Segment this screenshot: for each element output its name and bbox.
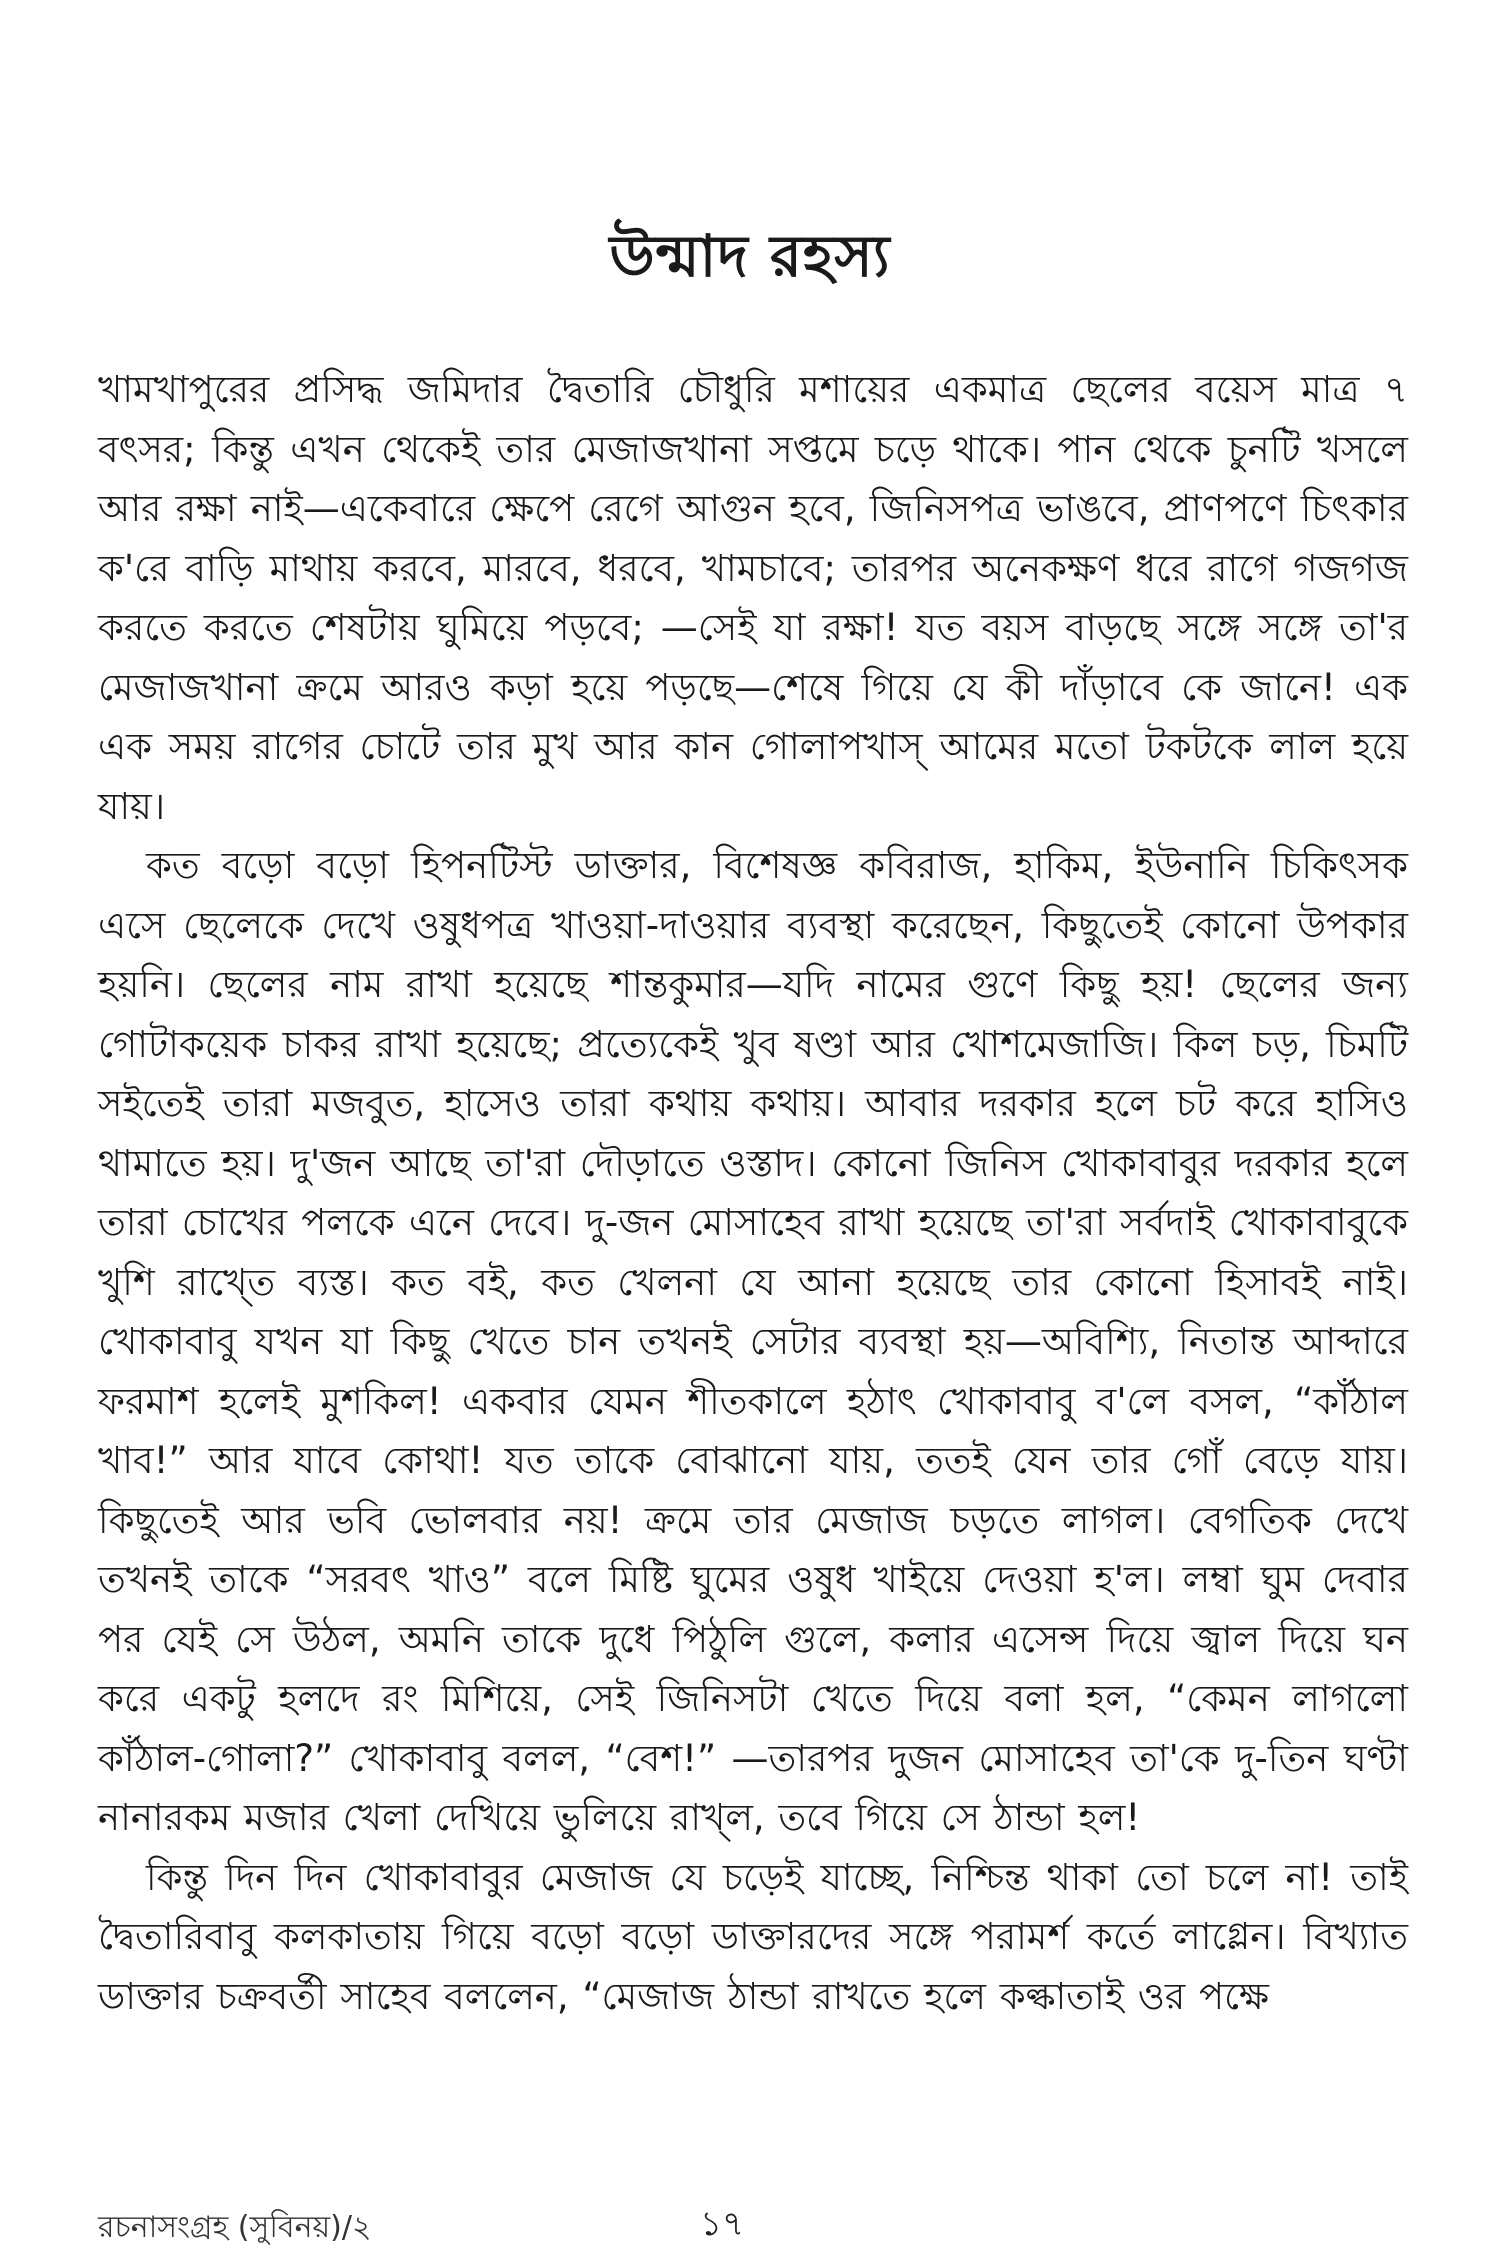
footer-book-title: রচনাসংগ্রহ (সুবিনয়)/২ <box>98 2210 372 2245</box>
body-text <box>98 360 1408 2026</box>
chapter-title: উন্মাদ রহস্য <box>609 222 891 290</box>
paragraph-3: কিন্তু দিন দিন খোকাবাবুর মেজাজ যে চড়েই যাচ্ছে, নিশ্চিন্ত থাকা তো চলে না! তাই দ্বৈতারিবাবু কলকাতায় গিয়ে বড়ো বড়ো ডাক্তারদের সঙ্গে পরামর্শ কর্তে লাগ্লেন। বিখ্যাত ডাক্তার চক্রবর্তী সাহেব বললেন, “মেজাজ ঠান্ডা রাখতে হলে কল্কাতাই ওর পক্ষে <box>98 1855 1408 2018</box>
paragraph-2: কত বড়ো বড়ো হিপনটিস্ট ডাক্তার, বিশেষজ্ঞ কবিরাজ, হাকিম, ইউনানি চিকিৎসক এসে ছেলেকে দেখে ওষুধপত্র খাওয়া-দাওয়ার ব্যবস্থা করেছেন, কিছুতেই কোনো উপকার হয়নি। ছেলের নাম রাখা হয়েছে শান্তকুমার—যদি নামের গুণে কিছু হয়! ছেলের জন্য গোটাকয়েক চাকর রাখা হয়েছে; প্রত্যেকেই খুব ষণ্ডা আর খোশমেজাজি। কিল চড়, চিমটি সইতেই তারা মজবুত, হাসেও তারা কথায় কথায়। আবার দরকার হলে চট করে হাসিও থামাতে হয়। দু'জন আছে তা'রা দৌড়াতে ওস্তাদ। কোনো জিনিস খোকাবাবুর দরকার হলে তারা চোখের পলকে এনে দেবে। দু-জন মোসাহেব রাখা হয়েছে তা'রা সর্বদাই খোকাবাবুকে খুশি রাখ্তে ব্যস্ত। কত বই, কত খেলনা যে আনা হয়েছে তার কোনো হিসাবই নাই। খোকাবাবু যখন যা কিছু খেতে চান তখনই সেটার ব্যবস্থা হয়—অবিশ্যি, নিতান্ত আব্দারে ফরমাশ হলেই মুশকিল! একবার যেমন শীতকালে হঠাৎ খোকাবাবু ব'লে বসল, “কাঁঠাল খাব!” আর যাবে কোথা! যত তাকে বোঝানো যায়, ততই যেন তার গোঁ বেড়ে যায়। কিছুতেই আর ভবি ভোলবার নয়! ক্রমে তার মেজাজ চড়তে লাগল। বেগতিক দেখে তখনই তাকে “সরবৎ খাও” বলে মিষ্টি ঘুমের ওষুধ খাইয়ে দেওয়া হ'ল। লম্বা ঘুম দেবার পর যেই সে উঠল, অমনি তাকে দুধে পিঠুলি গুলে, কলার এসেন্স দিয়ে জ্বাল দিয়ে ঘন করে একটু হলদে রং মিশিয়ে, সেই জিনিসটা খেতে দিয়ে বলা হল, “কেমন লাগলো কাঁঠাল-গোলা?” খোকাবাবু বলল, “বেশ!” —তারপর দুজন মোসাহেব তা'কে দু-তিন ঘণ্টা নানারকম মজার খেলা দেখিয়ে ভুলিয়ে রাখ্ল, তবে গিয়ে সে ঠান্ডা হল! <box>98 844 1408 1839</box>
paragraph-1: খামখাপুরের প্রসিদ্ধ জমিদার দ্বৈতারি চৌধুরি মশায়ের একমাত্র ছেলের বয়েস মাত্র ৭ বৎসর; কিন্তু এখন থেকেই তার মেজাজখানা সপ্তমে চড়ে থাকে। পান থেকে চুনটি খসলে আর রক্ষা নাই—একেবারে ক্ষেপে রেগে আগুন হবে, জিনিসপত্র ভাঙবে, প্রাণপণে চিৎকার ক'রে বাড়ি মাথায় করবে, মারবে, ধরবে, খামচাবে; তারপর অনেকক্ষণ ধরে রাগে গজগজ করতে করতে শেষটায় ঘুমিয়ে পড়বে; —সেই যা রক্ষা! যত বয়স বাড়ছে সঙ্গে সঙ্গে তা'র মেজাজখানা ক্রমে আরও কড়া হয়ে পড়ছে—শেষে গিয়ে যে কী দাঁড়াবে কে জানে! এক এক সময় রাগের চোটে তার মুখ আর কান গোলাপখাস্ আমের মতো টকটকে লাল হয়ে যায়। <box>98 368 1408 828</box>
page-number: ১৭ <box>700 2204 745 2244</box>
